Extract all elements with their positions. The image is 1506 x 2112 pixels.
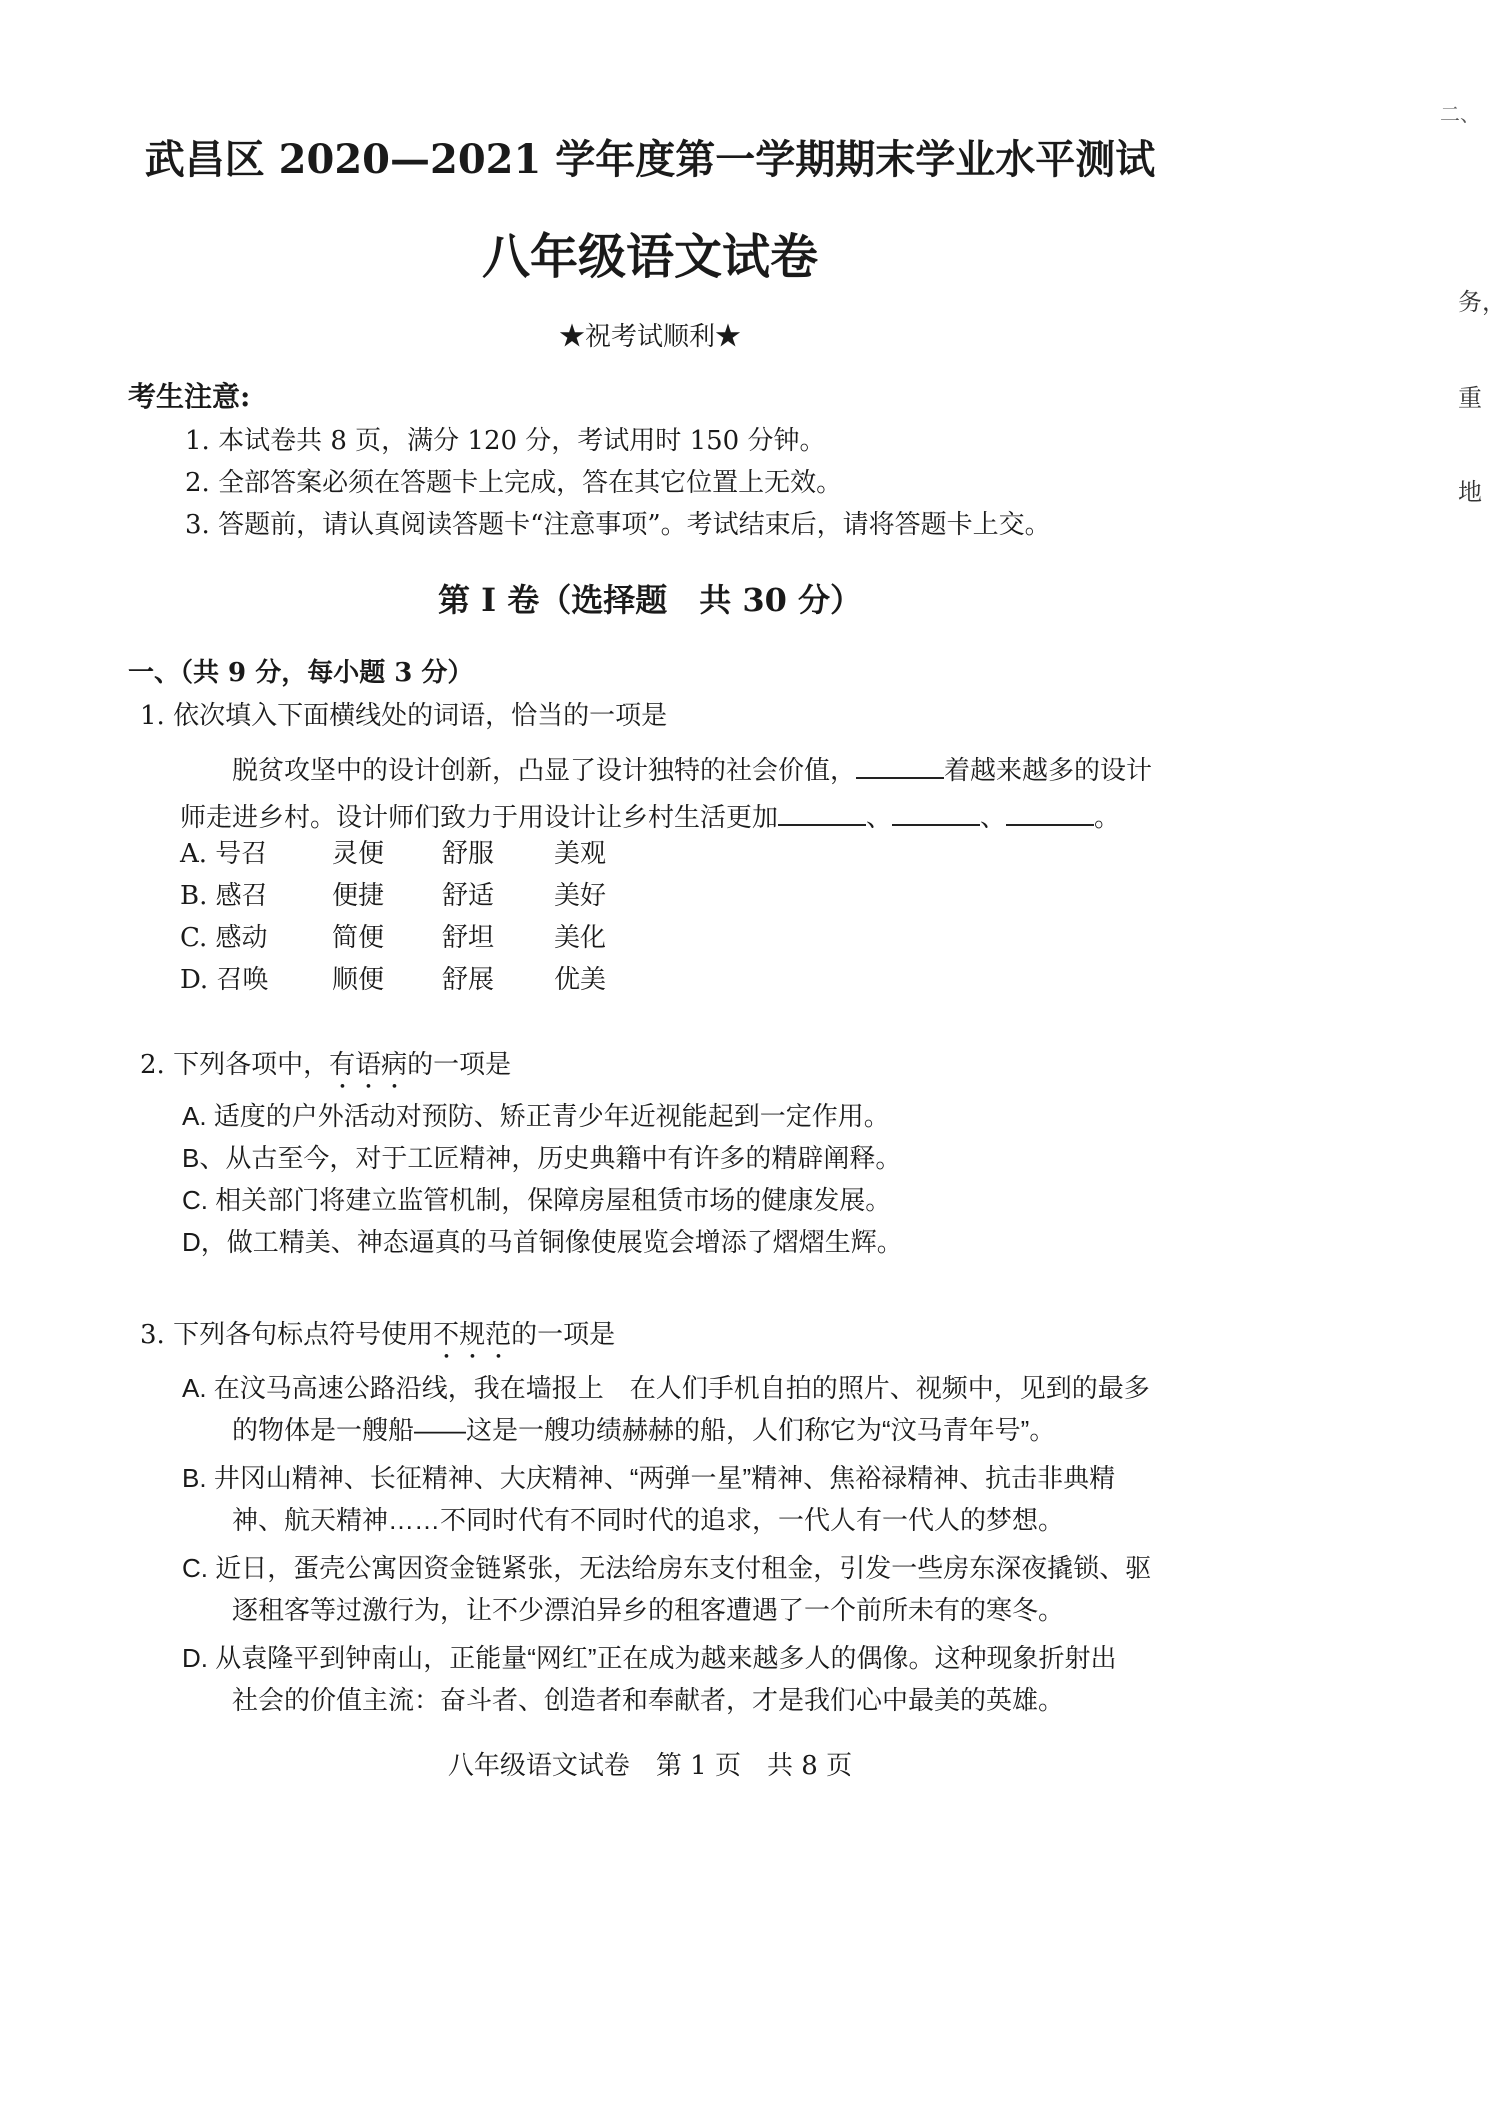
margin-char: 地 [1458, 478, 1482, 506]
option-label-word: D. 召唤 [180, 965, 269, 995]
option-word: 灵便 [332, 839, 385, 869]
option-word: 美化 [554, 923, 607, 953]
exam-title: 武昌区 2020—2021 学年度第一学期期末学业水平测试 [144, 136, 1156, 183]
question-1-passage-line1 [232, 750, 1152, 787]
good-luck-line: ★祝考试顺利★ [558, 322, 741, 352]
option-label-word: B. 感召 [180, 881, 268, 911]
question-1-passage-line2 [180, 797, 1120, 834]
option-word: 美好 [554, 881, 607, 911]
question-2-option-b: B、从古至今，对于工匠精神，历史典籍中有许多的精辟阐释。 [182, 1143, 902, 1173]
answer-blank [778, 802, 866, 826]
stem-text: 2. 下列各项中， [140, 1050, 330, 1080]
option-label-word: A. 号召 [180, 839, 268, 869]
stem-text: 的一项是 [511, 1320, 616, 1350]
emphasized-text: 有语病 [329, 1050, 408, 1080]
question-3-option-d-line2: 社会的价值主流：奋斗者、创造者和奉献者，才是我们心中最美的英雄。 [232, 1685, 1065, 1715]
separator: 、 [980, 803, 1007, 833]
question-1-option-a [180, 833, 606, 870]
question-3-option-a-line2: 的物体是一艘船——这是一艘功绩赫赫的船，人们称它为“汶马青年号”。 [232, 1415, 1056, 1445]
option-word: 美观 [554, 839, 607, 869]
question-3-option-c-line1: C. 近日，蛋壳公寓因资金链紧张，无法给房东支付租金，引发一些房东深夜撬锁、驱 [182, 1553, 1152, 1583]
answer-blank [856, 755, 944, 779]
question-3-option-b-line1: B. 井冈山精神、长征精神、大庆精神、“两弹一星”精神、焦裕禄精神、抗击非典精 [182, 1463, 1116, 1493]
option-word: 顺便 [332, 965, 385, 995]
notice-item: 1. 本试卷共 8 页，满分 120 分，考试用时 150 分钟。 [185, 426, 826, 456]
period: 。 [1094, 803, 1121, 833]
emphasized-text: 不规范 [433, 1320, 512, 1350]
option-word: 舒展 [442, 965, 495, 995]
question-2-option-c: C. 相关部门将建立监管机制，保障房屋租赁市场的健康发展。 [182, 1185, 892, 1215]
option-label-word: C. 感动 [180, 923, 268, 953]
question-1-stem: 1. 依次填入下面横线处的词语，恰当的一项是 [140, 701, 668, 731]
stem-text: 3. 下列各句标点符号使用 [140, 1320, 434, 1350]
option-word: 舒服 [442, 839, 495, 869]
question-2-stem [140, 1044, 511, 1095]
answer-blank [892, 802, 980, 826]
question-1-option-b [180, 875, 606, 912]
notice-item: 3. 答题前，请认真阅读答题卡“注意事项”。考试结束后，请将答题卡上交。 [185, 510, 1051, 540]
option-word: 舒适 [442, 881, 495, 911]
section-title: 第 I 卷（选择题 共 30 分） [437, 581, 863, 619]
option-word: 简便 [332, 923, 385, 953]
question-3-option-d-line1: D. 从袁隆平到钟南山，正能量“网红”正在成为越来越多人的偶像。这种现象折射出 [182, 1643, 1117, 1673]
notice-item: 2. 全部答案必须在答题卡上完成，答在其它位置上无效。 [185, 468, 843, 498]
question-3-option-c-line2: 逐租客等过激行为，让不少漂泊异乡的租客遭遇了一个前所未有的寒冬。 [232, 1595, 1065, 1625]
edge-mark: 二、 [1440, 102, 1480, 126]
exam-subtitle: 八年级语文试卷 [481, 229, 818, 285]
margin-char: 务， [1458, 288, 1506, 316]
question-2-option-a: A. 适度的户外活动对预防、矫正青少年近视能起到一定作用。 [182, 1101, 890, 1131]
question-3-stem [140, 1314, 615, 1365]
passage-text: 着越来越多的设计 [944, 756, 1153, 786]
question-3-option-a-line1: A. 在汶马高速公路沿线，我在墙报上 在人们手机自拍的照片、视频中，见到的最多 [182, 1373, 1150, 1403]
option-word: 优美 [554, 965, 607, 995]
question-1-option-c [180, 917, 606, 954]
option-word: 舒坦 [442, 923, 495, 953]
margin-char: 重 [1458, 384, 1482, 412]
option-word: 便捷 [332, 881, 385, 911]
part-title: 一、（共 9 分，每小题 3 分） [128, 658, 474, 688]
notice-title: 考生注意: [128, 380, 251, 413]
question-1-option-d [180, 959, 606, 996]
question-3-option-b-line2: 神、航天精神……不同时代有不同时代的追求，一代人有一代人的梦想。 [232, 1505, 1065, 1535]
passage-text: 脱贫攻坚中的设计创新，凸显了设计独特的社会价值， [232, 756, 857, 786]
page-footer: 八年级语文试卷 第 1 页 共 8 页 [447, 1751, 853, 1781]
question-2-option-d: D，做工精美、神态逼真的马首铜像使展览会增添了熠熠生辉。 [182, 1227, 903, 1257]
answer-blank [1006, 802, 1094, 826]
stem-text: 的一项是 [407, 1050, 512, 1080]
passage-text: 师走进乡村。设计师们致力于用设计让乡村生活更加 [180, 803, 779, 833]
separator: 、 [866, 803, 893, 833]
